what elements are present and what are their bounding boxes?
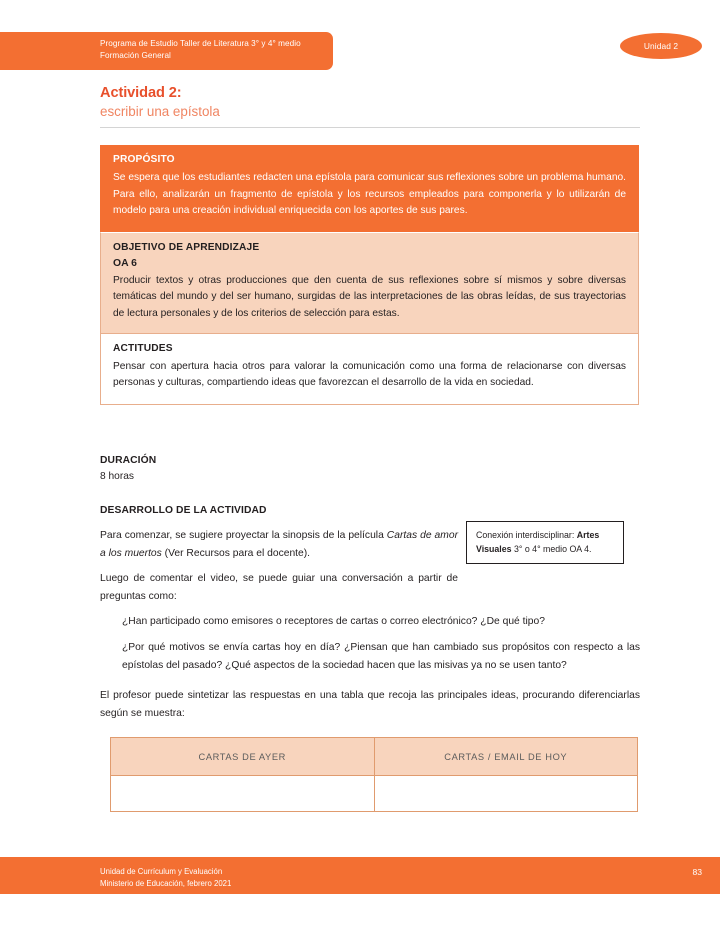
duracion-section bbox=[100, 455, 640, 485]
table-header-cartas-ayer: CARTAS DE AYER bbox=[111, 738, 375, 776]
footer-line2: Ministerio de Educación, febrero 2021 bbox=[100, 878, 232, 888]
page-number: 83 bbox=[692, 867, 702, 877]
conexion-label: Conexión interdisciplinar: bbox=[476, 530, 577, 540]
proposito-heading: PROPÓSITO bbox=[113, 154, 175, 165]
page-title: Actividad 2: bbox=[100, 85, 182, 101]
conexion-tail: 3° o 4° medio OA 4. bbox=[511, 543, 592, 554]
program-header-bar bbox=[0, 32, 333, 70]
info-boxes bbox=[100, 145, 639, 405]
comparison-table bbox=[110, 737, 638, 812]
program-title-line1: Programa de Estudio Taller de Literatura 3° y 4° medio bbox=[100, 39, 301, 48]
page-title-zone bbox=[100, 84, 640, 128]
program-title-line2: Formación General bbox=[100, 51, 171, 61]
duracion-value: 8 horas bbox=[100, 471, 134, 482]
objetivo-body: Producir textos y otras producciones que den cuenta de sus reflexiones sobre sí mismos y sobre diversas temáticas del mundo y del ser humano, surgidas de las interpretaciones de las obras leídas, de sus trayectorias de lectura personales y de los criterios de selección para estas. bbox=[113, 274, 626, 319]
objetivo-heading: OBJETIVO DE APRENDIZAJE bbox=[113, 241, 260, 253]
unit-badge: Unidad 2 bbox=[620, 33, 702, 59]
conexion-interdisciplinar-note bbox=[466, 521, 624, 564]
paragraph1-pre: Para comenzar, se sugiere proyectar la sinopsis de la película bbox=[100, 530, 387, 541]
question2-text: ¿Por qué motivos se envía cartas hoy en día? ¿Piensan que han cambiado sus propósitos con respecto a las epístolas del pasado? ¿Qué aspectos de la sociedad hacen que las misivas ya no se usen tanto? bbox=[122, 642, 640, 671]
table-header-cartas-hoy: CARTAS / EMAIL DE HOY bbox=[374, 738, 638, 776]
desarrollo-paragraph-2: Luego de comentar el video, se puede guiar una conversación a partir de preguntas como: bbox=[100, 573, 458, 602]
objetivo-aprendizaje-box bbox=[100, 232, 639, 333]
footer-line1: Unidad de Currículum y Evaluación bbox=[100, 867, 223, 876]
page-subtitle: escribir una epístola bbox=[100, 104, 220, 119]
proposito-box bbox=[100, 145, 639, 232]
film-title: Cartas de amor a los muertos bbox=[100, 530, 458, 559]
discussion-question-1: ¿Han participado como emisores o receptores de cartas o correo electrónico? ¿De qué tipo? bbox=[122, 616, 545, 627]
actitudes-box bbox=[100, 333, 639, 405]
conexion-subject: Artes Visuales bbox=[476, 530, 600, 554]
table-cell-cartas-hoy[interactable] bbox=[374, 776, 638, 812]
table-cell-cartas-ayer[interactable] bbox=[111, 776, 375, 812]
proposito-body: Se espera que los estudiantes redacten una epístola para comunicar sus reflexiones sobre un problema humano. Para ello, analizarán un fragmento de epístola y los recursos empleados para componerla y lo utilizarán de modelo para una creación individual enriquecida con los aportes de sus pares. bbox=[113, 172, 626, 217]
objetivo-code: OA 6 bbox=[113, 257, 137, 269]
actitudes-body: Pensar con apertura hacia otros para valorar la comunicación como una forma de relacionarse con diversas personas y culturas, compartiendo ideas que favorezcan el desarrollo de la vida en sociedad. bbox=[113, 360, 626, 389]
table-header-row bbox=[111, 738, 638, 776]
desarrollo-paragraph-3: El profesor puede sintetizar las respuestas en una tabla que recoja las principales ideas, procurando diferenciarlas según se muestra: bbox=[100, 690, 640, 719]
desarrollo-paragraph-1 bbox=[100, 527, 458, 562]
duracion-heading: DURACIÓN bbox=[100, 455, 157, 466]
actitudes-heading: ACTITUDES bbox=[113, 342, 173, 354]
discussion-question-2 bbox=[122, 639, 640, 674]
desarrollo-heading: DESARROLLO DE LA ACTIVIDAD bbox=[100, 505, 267, 516]
footer-text bbox=[100, 866, 231, 889]
paragraph1-post: (Ver Recursos para el docente). bbox=[161, 547, 311, 559]
desarrollo-section-heading bbox=[100, 505, 640, 516]
table-row bbox=[111, 776, 638, 812]
title-divider bbox=[100, 127, 640, 128]
